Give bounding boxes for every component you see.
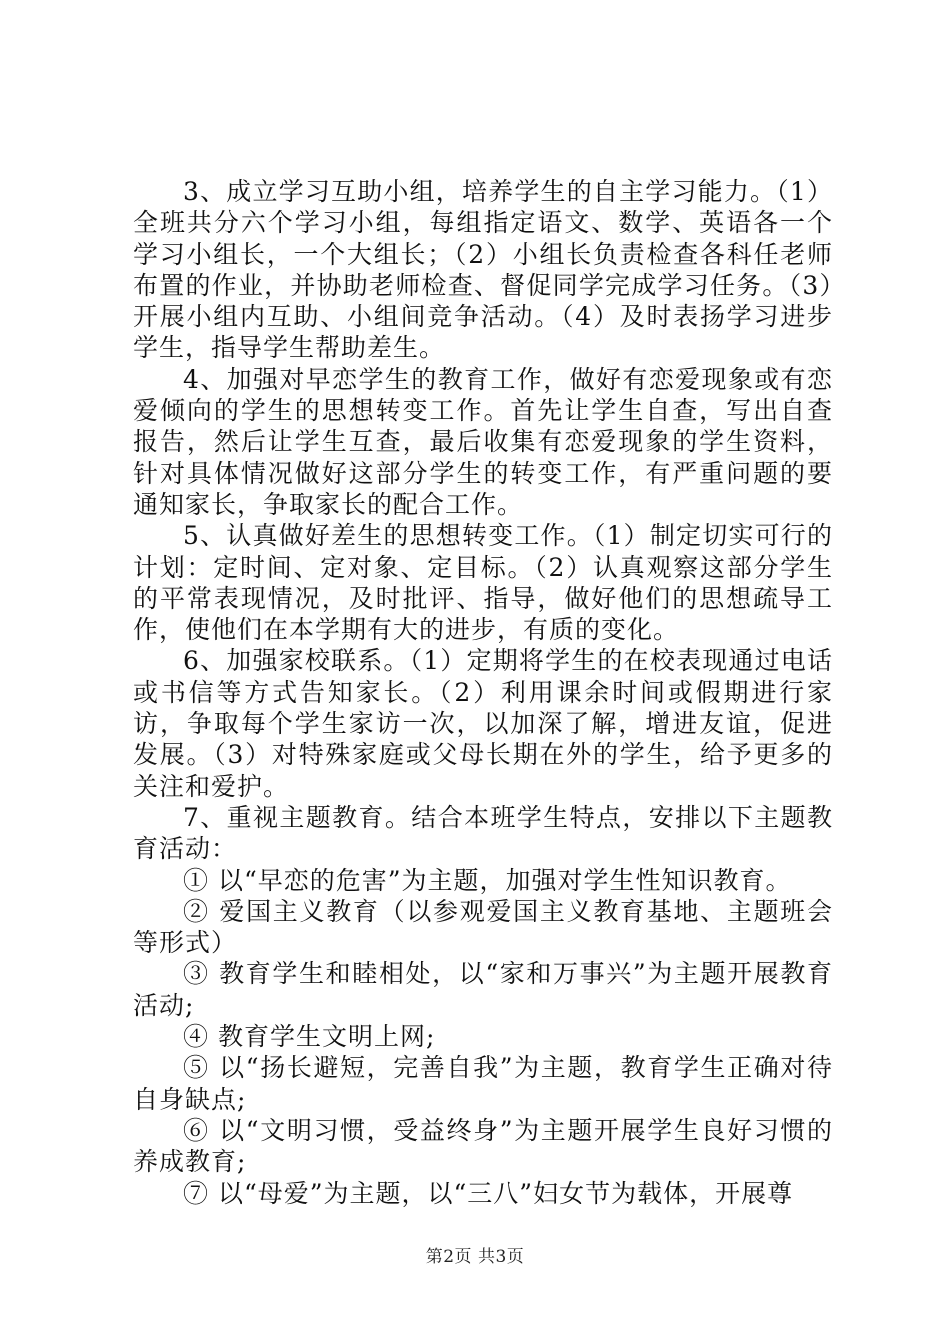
paragraph-5: 5、认真做好差生的思想转变工作。（1）制定切实可行的计划：定时间、定对象、定目标。（2）认真观察这部分学生的平常表现情况，及时批评、指导，做好他们的思想疏导工作，使他们在本学期有大的进步，有质的变化。 xyxy=(133,521,833,645)
list-item-3: ③ 教育学生和睦相处，以“家和万事兴”为主题开展教育活动; xyxy=(133,959,833,1020)
list-item-2: ② 爱国主义教育（以参观爱国主义教育基地、主题班会等形式） xyxy=(133,896,833,958)
paragraph-6: 6、加强家校联系。（1）定期将学生的在校表现通过电话或书信等方式告知家长。（2）利用课余时间或假期进行家访，争取每个学生家访一次，以加深了解，增进友谊，促进发展。（3）对特殊家庭或父母长期在外的学生，给予更多的关注和爱护。 xyxy=(133,646,833,801)
list-item-5: ⑤ 以“扬长避短，完善自我”为主题，教育学生正确对待自身缺点; xyxy=(133,1053,833,1114)
list-item-6: ⑥ 以“文明习惯，受益终身”为主题开展学生良好习惯的养成教育; xyxy=(133,1115,833,1177)
paragraph-3: 3、成立学习互助小组，培养学生的自主学习能力。（1）全班共分六个学习小组，每组指定语文、数学、英语各一个学习小组长，一个大组长；（2）小组长负责检查各科任老师布置的作业，并协助老师检查、督促同学完成学习任务。（3）开展小组内互助、小组间竞争活动。（4）及时表扬学习进步学生，指导学生帮助差生。 xyxy=(133,177,833,363)
paragraph-7: 7、重视主题教育。结合本班学生特点，安排以下主题教育活动： xyxy=(133,802,833,864)
list-item-7: ⑦ 以“母爱”为主题，以“三八”妇女节为载体，开展尊 xyxy=(183,1178,794,1208)
page-number-footer: 第2页 共3页 xyxy=(425,1247,525,1267)
document-body xyxy=(133,176,833,1209)
list-item-4: ④ 教育学生文明上网; xyxy=(183,1022,436,1052)
paragraph-4: 4、加强对早恋学生的教育工作，做好有恋爱现象或有恋爱倾向的学生的思想转变工作。首先让学生自查，写出自查报告，然后让学生互查，最后收集有恋爱现象的学生资料，针对具体情况做好这部分学生的转变工作，有严重问题的要通知家长，争取家长的配合工作。 xyxy=(133,364,833,519)
list-item-1: ① 以“早恋的危害”为主题，加强对学生性知识教育。 xyxy=(183,865,792,895)
